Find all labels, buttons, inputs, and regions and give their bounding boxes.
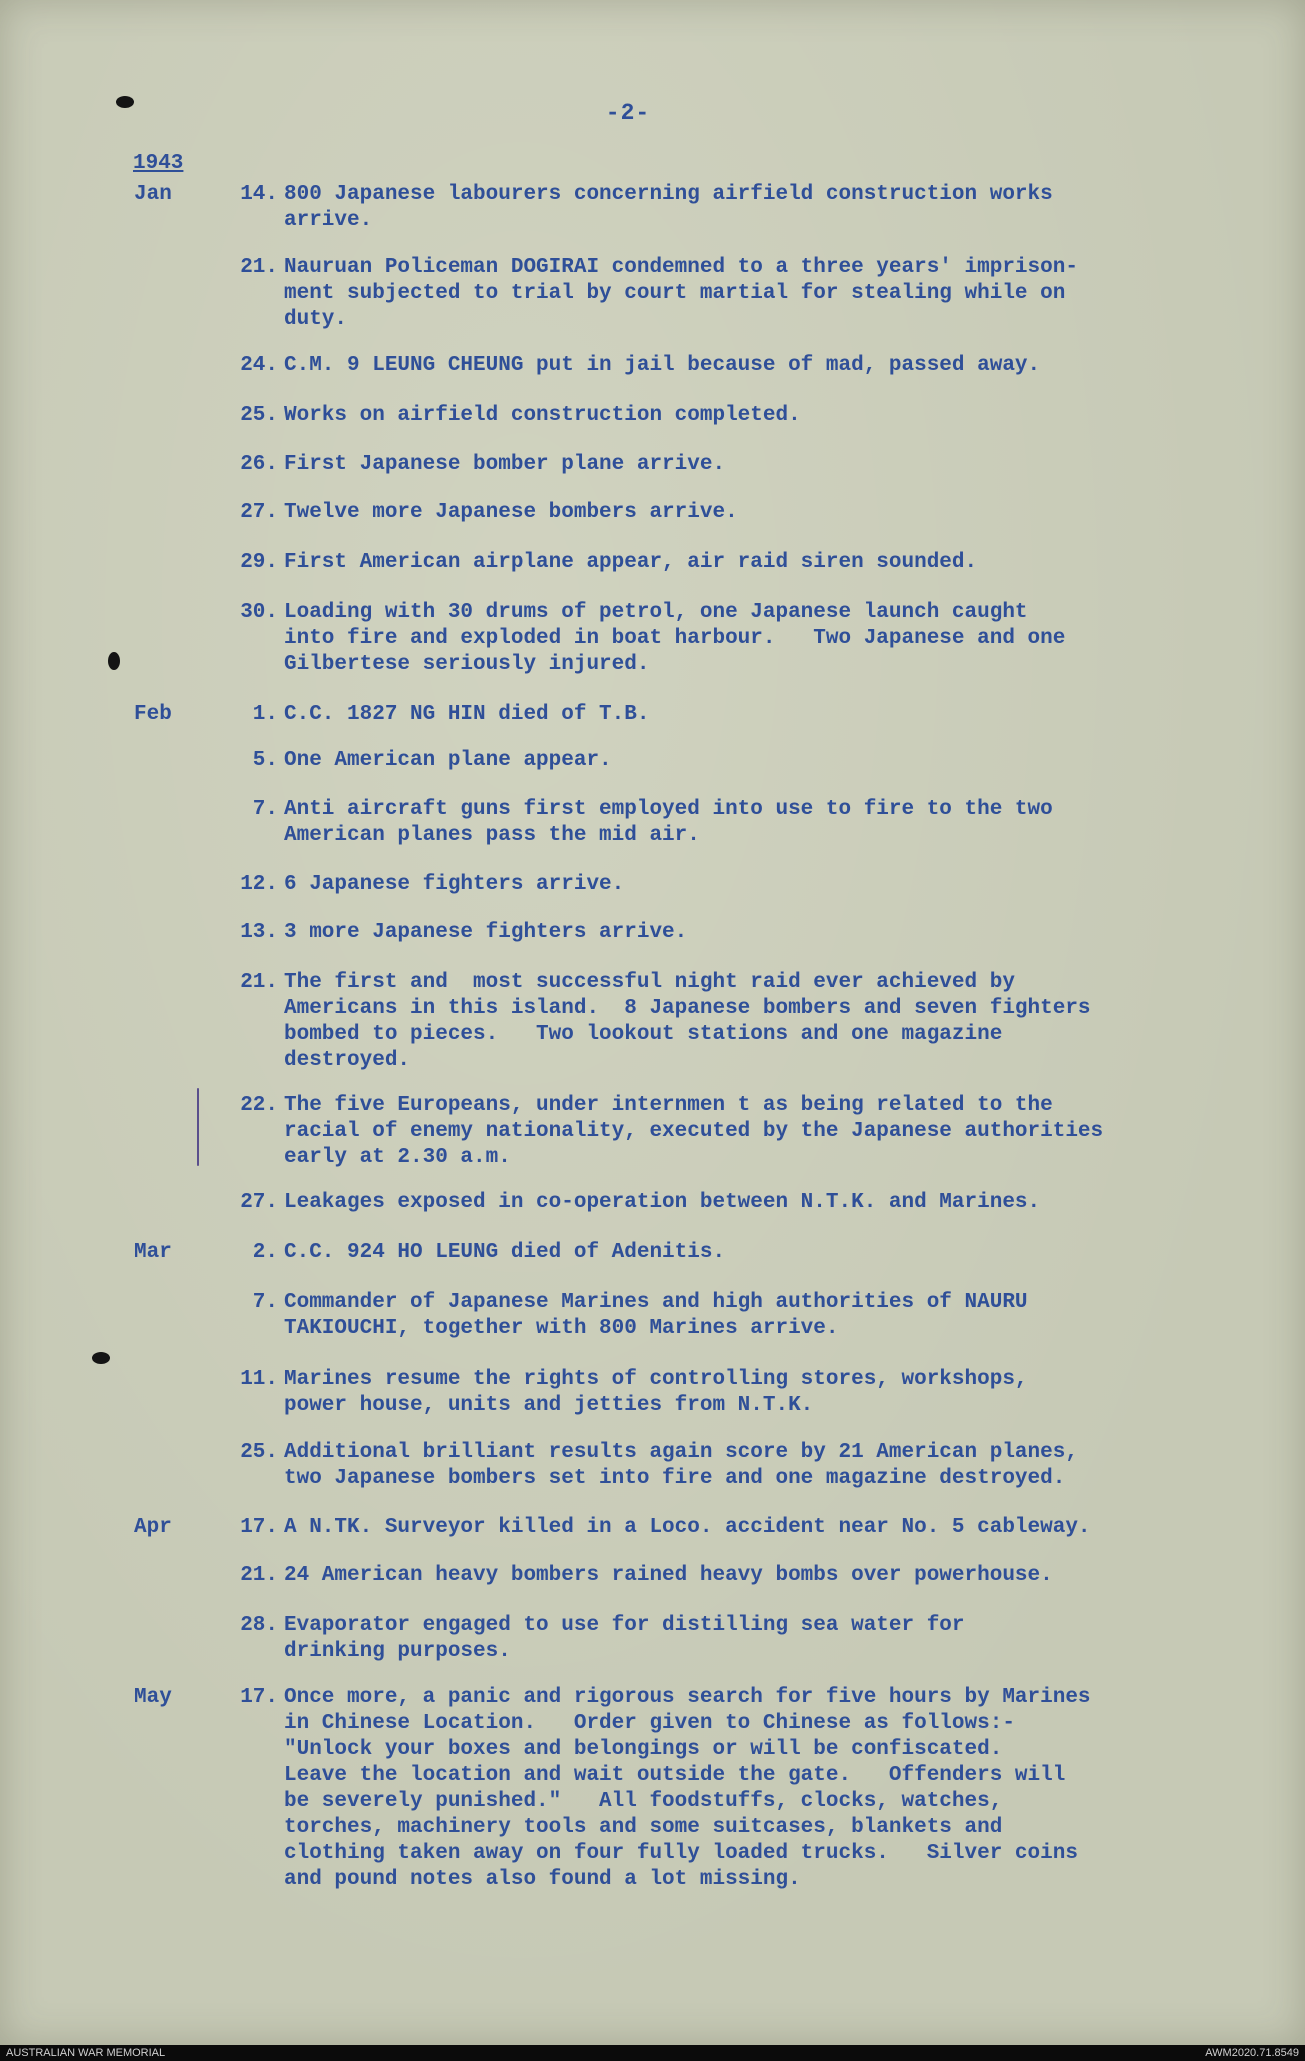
entry-day: 1. — [252, 703, 278, 726]
entry-line: racial of enemy nationality, executed by the Japanese authorities — [284, 1120, 1104, 1143]
entry-month: May — [134, 1686, 172, 1709]
entry-day: 25. — [240, 1441, 278, 1464]
entry-day: 12. — [240, 873, 278, 896]
entry-line: The five Europeans, under internmen t as being related to the — [284, 1094, 1053, 1117]
entry-line: Twelve more Japanese bombers arrive. — [284, 501, 738, 524]
diary-entry — [0, 1613, 1305, 1665]
entry-day: 17. — [240, 1516, 278, 1539]
entry-day: 13. — [240, 921, 278, 944]
entry-line: Gilbertese seriously injured. — [284, 653, 650, 676]
entry-line: C.C. 924 HO LEUNG died of Adenitis. — [284, 1241, 726, 1264]
diary-entry — [0, 1515, 1305, 1541]
entry-line: TAKIOUCHI, together with 800 Marines arrive. — [284, 1317, 839, 1340]
entry-line: ment subjected to trial by court martial for stealing while on — [284, 282, 1066, 305]
entry-day: 22. — [240, 1094, 278, 1117]
entry-line: A N.TK. Surveyor killed in a Loco. accident near No. 5 cableway. — [284, 1516, 1091, 1539]
diary-entry — [0, 452, 1305, 478]
entry-text — [284, 1515, 1284, 1541]
entry-text — [284, 1290, 1284, 1342]
diary-entry — [0, 550, 1305, 576]
entry-line: be severely punished." All foodstuffs, clocks, watches, — [284, 1790, 1003, 1813]
entry-line: Once more, a panic and rigorous search for five hours by Marines — [284, 1686, 1091, 1709]
entry-day: 28. — [240, 1614, 278, 1637]
entry-line: Evaporator engaged to use for distilling sea water for — [284, 1614, 965, 1637]
entry-text — [284, 748, 1284, 774]
diary-entry — [0, 1290, 1305, 1342]
diary-entry — [0, 403, 1305, 429]
entry-line: First Japanese bomber plane arrive. — [284, 453, 726, 476]
entry-day: 25. — [240, 404, 278, 427]
entry-line: Works on airfield construction completed. — [284, 404, 801, 427]
entry-month: Apr — [134, 1516, 172, 1539]
entry-day: 17. — [240, 1686, 278, 1709]
page-number: -2- — [605, 100, 651, 126]
entry-line: One American plane appear. — [284, 749, 612, 772]
entry-text — [284, 550, 1284, 576]
entry-line: destroyed. — [284, 1049, 411, 1072]
entry-day: 21. — [240, 1564, 278, 1587]
entry-day: 21. — [240, 256, 278, 279]
diary-entry — [0, 353, 1305, 379]
entry-line: The first and most successful night raid ever achieved by — [284, 971, 1015, 994]
entry-text — [284, 970, 1284, 1074]
entry-line: 800 Japanese labourers concerning airfield construction works — [284, 183, 1053, 206]
entry-line: into fire and exploded in boat harbour. Two Japanese and one — [284, 627, 1066, 650]
diary-entry — [0, 970, 1305, 1074]
entry-day: 5. — [252, 749, 278, 772]
entry-line: American planes pass the mid air. — [284, 824, 700, 847]
entry-line: First American airplane appear, air raid siren sounded. — [284, 551, 978, 574]
entry-day: 27. — [240, 1191, 278, 1214]
entry-line: Commander of Japanese Marines and high authorities of NAURU — [284, 1291, 1028, 1314]
entry-line: 24 American heavy bombers rained heavy bombs over powerhouse. — [284, 1564, 1053, 1587]
entry-day: 21. — [240, 971, 278, 994]
entry-day: 14. — [240, 183, 278, 206]
diary-entry — [0, 920, 1305, 946]
entry-line: torches, machinery tools and some suitcases, blankets and — [284, 1816, 1003, 1839]
entry-day: 7. — [252, 798, 278, 821]
entry-line: bombed to pieces. Two lookout stations and one magazine — [284, 1023, 1003, 1046]
entry-text — [284, 600, 1284, 678]
entry-text — [284, 1367, 1284, 1419]
entry-text — [284, 452, 1284, 478]
diary-entry — [0, 872, 1305, 898]
entry-day: 27. — [240, 501, 278, 524]
entry-text — [284, 797, 1284, 849]
entry-text — [284, 1093, 1284, 1171]
entry-text — [284, 1190, 1284, 1216]
entry-line: two Japanese bombers set into fire and one magazine destroyed. — [284, 1467, 1066, 1490]
entry-month: Jan — [134, 183, 172, 206]
diary-entry — [0, 1685, 1305, 1893]
entry-line: Leave the location and wait outside the gate. Offenders will — [284, 1764, 1066, 1787]
entry-line: Marines resume the rights of controlling stores, workshops, — [284, 1368, 1028, 1391]
diary-entry — [0, 797, 1305, 849]
entry-line: 3 more Japanese fighters arrive. — [284, 921, 688, 944]
entry-text — [284, 255, 1284, 333]
entry-text — [284, 702, 1284, 728]
entry-line: Americans in this island. 8 Japanese bombers and seven fighters — [284, 997, 1091, 1020]
diary-entry — [0, 702, 1305, 728]
entry-line: Additional brilliant results again score by 21 American planes, — [284, 1441, 1078, 1464]
entry-text — [284, 1563, 1284, 1589]
diary-entry — [0, 748, 1305, 774]
entry-text — [284, 353, 1284, 379]
diary-entry — [0, 255, 1305, 333]
footer-archive-name: AUSTRALIAN WAR MEMORIAL — [6, 2047, 166, 2059]
entry-line: clothing taken away on four fully loaded trucks. Silver coins — [284, 1842, 1078, 1865]
entry-line: Nauruan Policeman DOGIRAI condemned to a three years' imprison- — [284, 256, 1078, 279]
footer-archive-id: AWM2020.71.8549 — [1205, 2047, 1299, 2059]
entry-line: and pound notes also found a lot missing. — [284, 1868, 801, 1891]
diary-entry — [0, 1240, 1305, 1266]
entry-line: "Unlock your boxes and belongings or will be confiscated. — [284, 1738, 1003, 1761]
entry-text — [284, 1440, 1284, 1492]
diary-entry — [0, 1190, 1305, 1216]
entry-line: early at 2.30 a.m. — [284, 1146, 511, 1169]
entry-line: C.M. 9 LEUNG CHEUNG put in jail because of mad, passed away. — [284, 354, 1041, 377]
entry-day: 24. — [240, 354, 278, 377]
entry-line: arrive. — [284, 209, 373, 232]
diary-entry — [0, 182, 1305, 234]
diary-entry — [0, 1440, 1305, 1492]
diary-entry — [0, 1093, 1305, 1171]
diary-entry — [0, 500, 1305, 526]
entry-month: Feb — [134, 703, 172, 726]
entry-text — [284, 182, 1284, 234]
entry-line: in Chinese Location. Order given to Chinese as follows:- — [284, 1712, 1015, 1735]
entry-line: Leakages exposed in co-operation between N.T.K. and Marines. — [284, 1191, 1041, 1214]
entry-line: duty. — [284, 308, 348, 331]
entry-day: 7. — [252, 1291, 278, 1314]
entry-text — [284, 872, 1284, 898]
diary-entry — [0, 1367, 1305, 1419]
entry-text — [284, 403, 1284, 429]
entry-text — [284, 1613, 1284, 1665]
entry-text — [284, 1240, 1284, 1266]
entry-day: 26. — [240, 453, 278, 476]
entry-line: 6 Japanese fighters arrive. — [284, 873, 625, 896]
entry-text — [284, 500, 1284, 526]
entry-day: 2. — [252, 1241, 278, 1264]
entry-day: 30. — [240, 601, 278, 624]
entry-line: drinking purposes. — [284, 1640, 511, 1663]
diary-entry — [0, 600, 1305, 678]
entry-text — [284, 1685, 1284, 1893]
entry-text — [284, 920, 1284, 946]
entry-line: Loading with 30 drums of petrol, one Japanese launch caught — [284, 601, 1028, 624]
diary-entry — [0, 1563, 1305, 1589]
entry-day: 11. — [240, 1368, 278, 1391]
entry-line: Anti aircraft guns first employed into use to fire to the two — [284, 798, 1053, 821]
entry-day: 29. — [240, 551, 278, 574]
entry-line: C.C. 1827 NG HIN died of T.B. — [284, 703, 650, 726]
entry-line: power house, units and jetties from N.T.K. — [284, 1394, 814, 1417]
entry-month: Mar — [134, 1241, 172, 1264]
year-heading: 1943 — [133, 152, 184, 175]
